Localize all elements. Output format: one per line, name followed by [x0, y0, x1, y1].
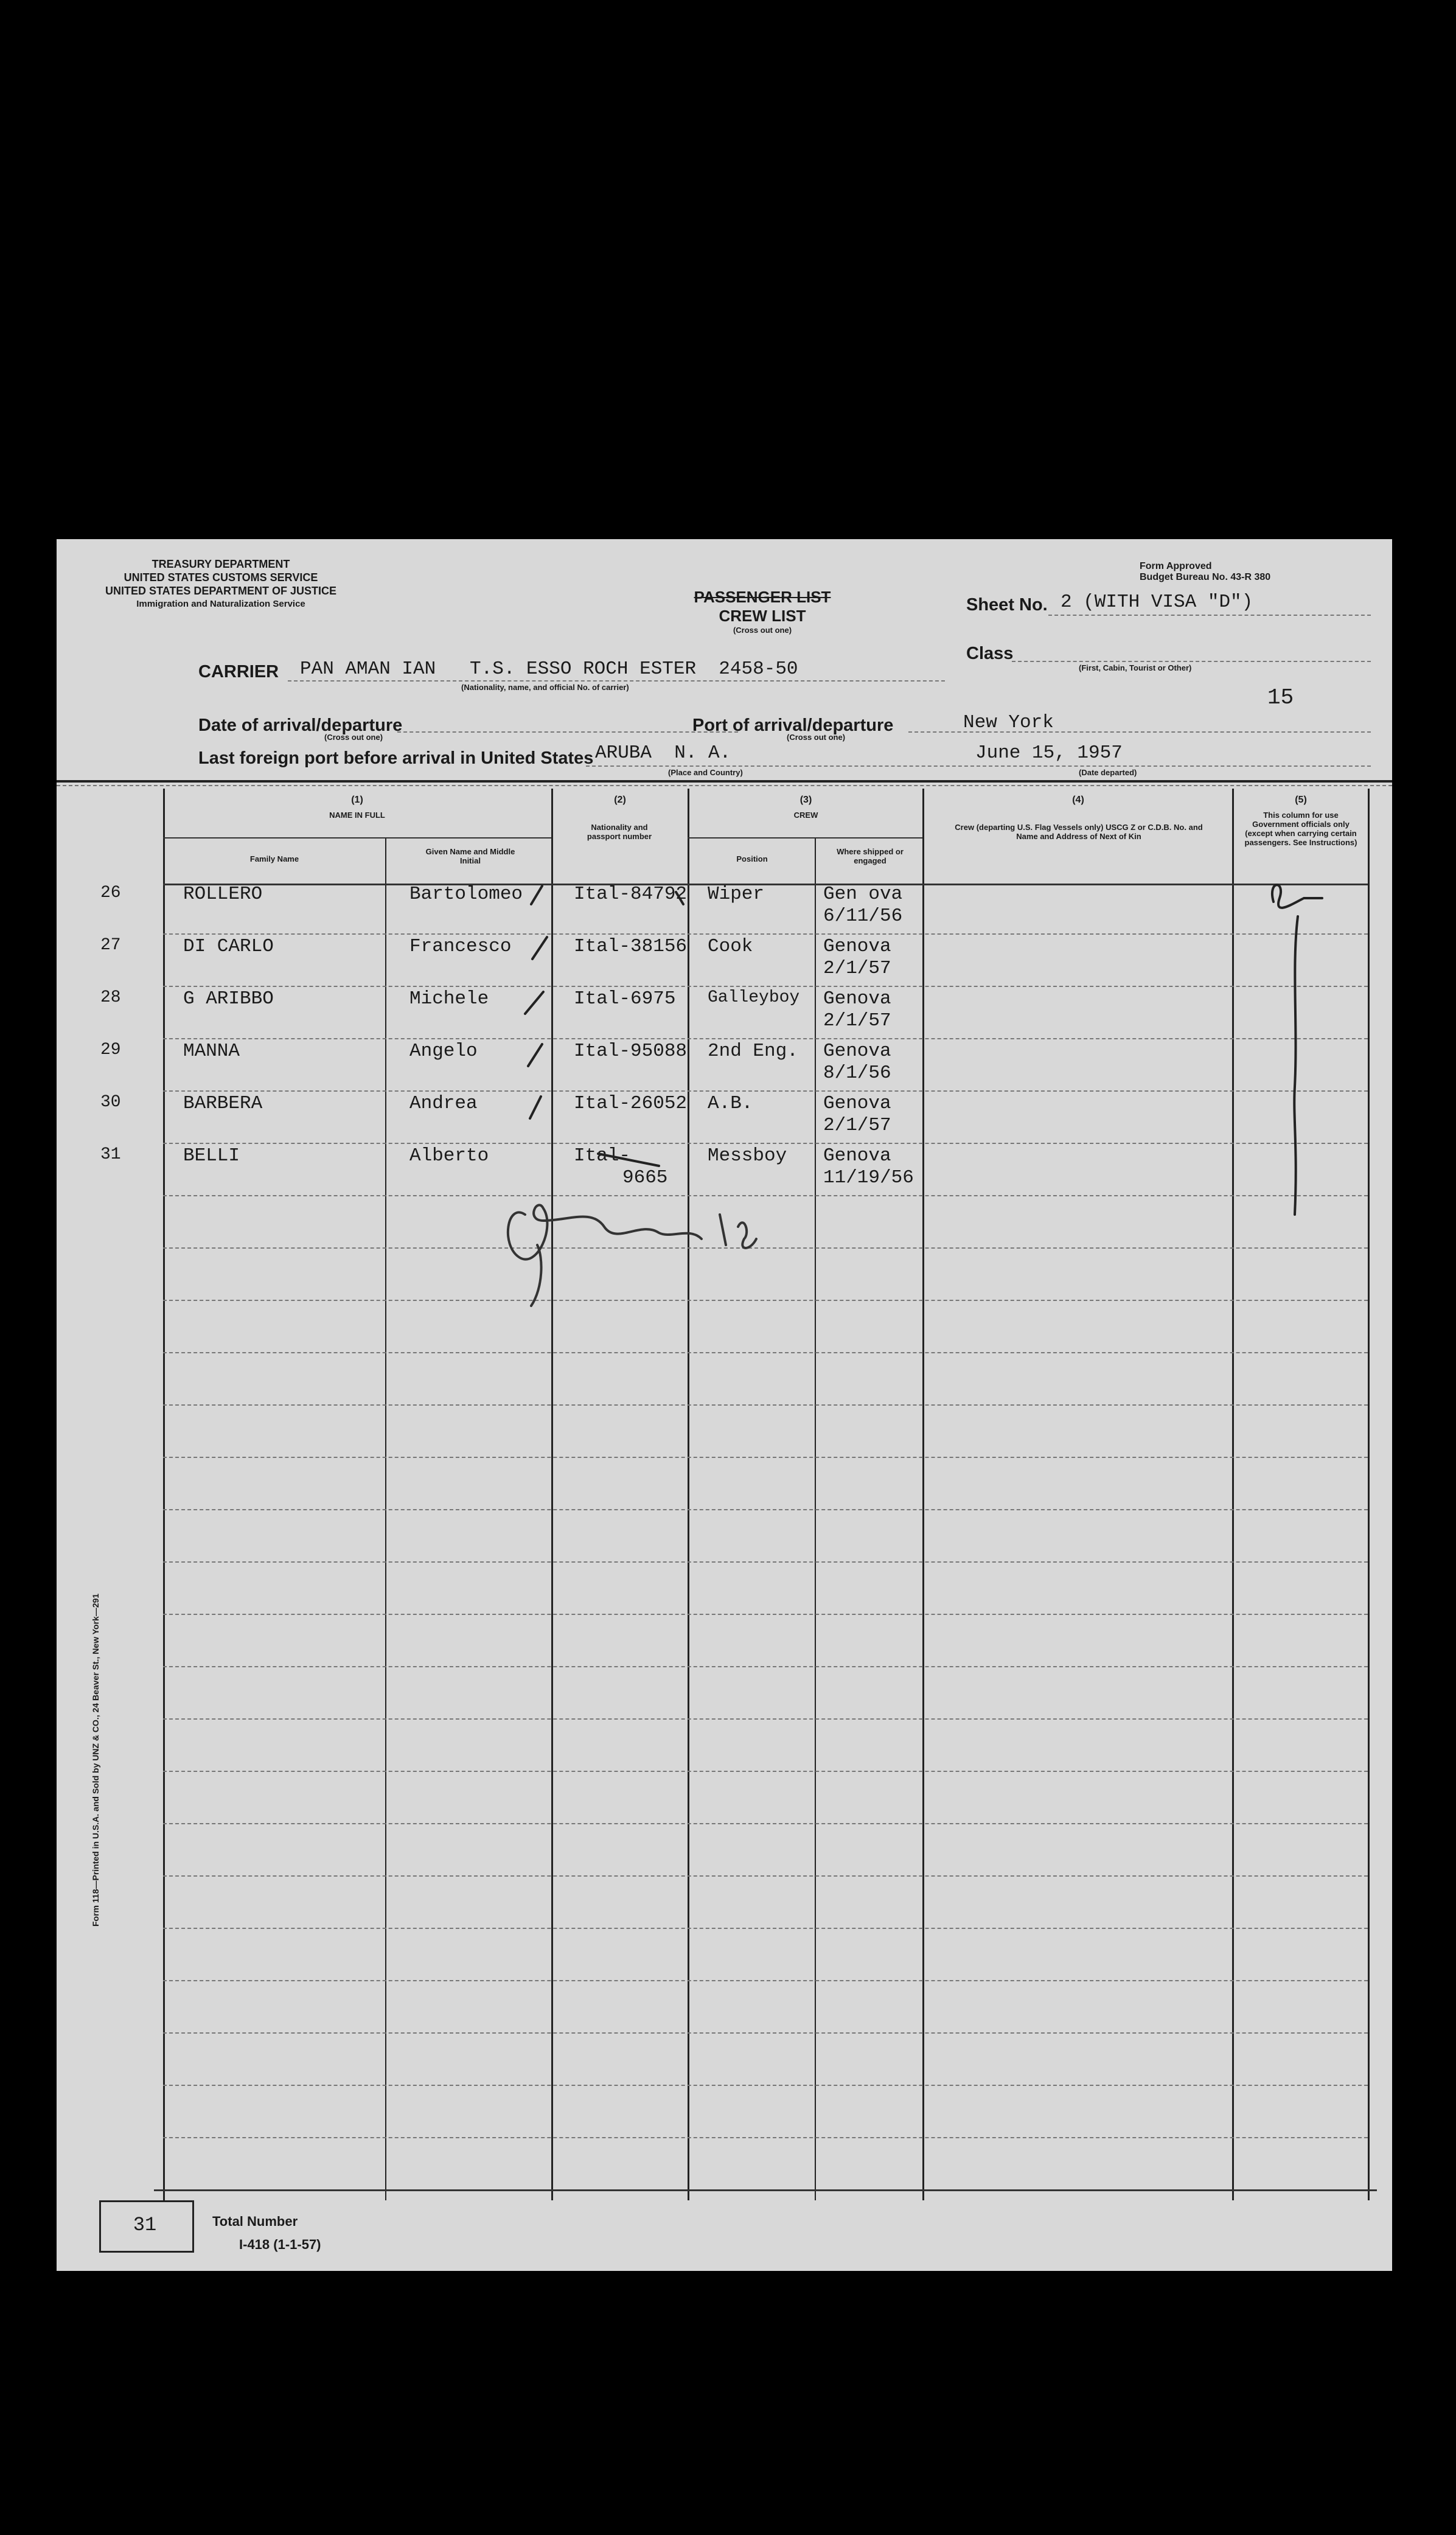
date-arrival-label: Date of arrival/departure	[198, 716, 403, 735]
col4-title: Crew (departing U.S. Flag Vessels only) USCG Z or C.D.B. No. and Name and Address of Next of Kin	[955, 823, 1203, 841]
agency-customs: UNITED STATES CUSTOMS SERVICE	[124, 571, 318, 584]
position: Messboy	[708, 1145, 787, 1166]
row-number: 27	[100, 936, 121, 955]
shipped-date: 2/1/57	[823, 1010, 891, 1031]
signature	[508, 1205, 756, 1306]
form-approved-line1: Form Approved	[1140, 561, 1212, 571]
position: Wiper	[708, 884, 765, 905]
check-mark	[525, 992, 543, 1014]
given-name: Angelo	[409, 1041, 478, 1062]
port-label: Port of arrival/departure	[692, 716, 894, 735]
shipped-date: 8/1/56	[823, 1062, 891, 1084]
row-number: 30	[100, 1093, 121, 1112]
shipped-place: Genova	[823, 988, 891, 1009]
date-departed-note: (Date departed)	[1079, 768, 1137, 777]
form-approved-line2: Budget Bureau No. 43-R 380	[1140, 572, 1271, 582]
agency-justice: UNITED STATES DEPARTMENT OF JUSTICE	[105, 585, 336, 597]
check-mark	[530, 1097, 541, 1118]
col5-num: (5)	[1295, 795, 1307, 805]
col-given-name: Given Name and Middle Initial	[425, 847, 515, 865]
col-position: Position	[736, 854, 768, 863]
shipped-place: Genova	[823, 1145, 891, 1166]
col2-num: (2)	[614, 795, 626, 805]
col1-num: (1)	[351, 795, 363, 805]
check-mark	[528, 1044, 542, 1066]
check-mark	[676, 892, 683, 904]
passport: Ital-95088	[574, 1041, 688, 1062]
shipped-place: Genova	[823, 936, 891, 957]
col5-title: This column for use Government officials only (except when carrying certain passengers. See Instructions)	[1244, 811, 1357, 847]
shipped-date: 6/11/56	[823, 905, 903, 927]
family-name: BARBERA	[183, 1093, 263, 1114]
port-value: New York	[963, 712, 1054, 733]
shipped-place: Genova	[823, 1093, 891, 1114]
carrier-label: CARRIER	[198, 662, 279, 682]
handwritten-marks	[57, 539, 1392, 2271]
passenger-list-label: PASSENGER LIST	[694, 588, 831, 606]
given-name: Bartolomeo	[409, 884, 523, 905]
agency-treasury: TREASURY DEPARTMENT	[152, 558, 290, 570]
row-number: 31	[100, 1145, 121, 1164]
passport-correction: 9665	[622, 1167, 668, 1188]
col1-title: NAME IN FULL	[329, 811, 385, 820]
col-family-name: Family Name	[249, 854, 299, 863]
form-number: I-418 (1-1-57)	[239, 2237, 321, 2252]
given-name: Michele	[409, 988, 489, 1009]
col4-num: (4)	[1072, 795, 1084, 805]
place-note: (Place and Country)	[668, 768, 743, 777]
row-number: 26	[100, 884, 121, 902]
cross-out-note: (Cross out one)	[733, 626, 792, 635]
shipped-place: Gen ova	[823, 884, 903, 905]
position: 2nd Eng.	[708, 1041, 798, 1062]
page-number: 15	[1267, 685, 1294, 710]
given-name: Alberto	[409, 1145, 489, 1166]
col2-title: Nationality and passport number	[587, 823, 652, 841]
family-name: G ARIBBO	[183, 988, 274, 1009]
check-mark	[532, 937, 547, 959]
family-name: ROLLERO	[183, 884, 263, 905]
col3-num: (3)	[799, 795, 812, 805]
port-cross-note: (Cross out one)	[787, 733, 846, 742]
family-name: DI CARLO	[183, 936, 274, 957]
printer-imprint: Form 118—Printed in U.S.A. and Sold by UNZ & CO., 24 Beaver St., New York—291	[91, 1593, 100, 1927]
given-name: Andrea	[409, 1093, 478, 1114]
passport-strike	[598, 1154, 659, 1166]
position: Galleyboy	[708, 988, 800, 1007]
last-port-label: Last foreign port before arrival in United States	[198, 748, 594, 768]
row-number: 28	[100, 988, 121, 1007]
family-name: BELLI	[183, 1145, 240, 1166]
agency-ins: Immigration and Naturalization Service	[136, 599, 305, 609]
crew-list-form	[57, 539, 1392, 2271]
passport: Ital-26052	[574, 1093, 688, 1114]
total-label: Total Number	[212, 2214, 298, 2229]
date-cross-note: (Cross out one)	[324, 733, 383, 742]
family-name: MANNA	[183, 1041, 240, 1062]
position: Cook	[708, 936, 753, 957]
date-departed-value: June 15, 1957	[975, 742, 1123, 764]
col3-title: CREW	[793, 811, 818, 820]
row-number: 29	[100, 1041, 121, 1059]
passport: Ital-84792	[574, 884, 688, 905]
shipped-date: 2/1/57	[823, 958, 891, 979]
class-label: Class	[966, 644, 1014, 663]
sheet-value: 2 (WITH VISA "D")	[1061, 591, 1253, 613]
crew-list-label: CREW LIST	[719, 607, 806, 625]
total-count: 31	[133, 2214, 157, 2236]
last-port-value: ARUBA N. A.	[595, 742, 731, 764]
check-mark	[531, 886, 542, 904]
shipped-date: 11/19/56	[823, 1167, 914, 1188]
passport: Ital-38156	[574, 936, 688, 957]
col-shipped: Where shipped or engaged	[837, 847, 904, 865]
passport: Ital-	[574, 1145, 631, 1166]
sheet-label: Sheet No.	[966, 595, 1048, 615]
passport: Ital-6975	[574, 988, 676, 1009]
position: A.B.	[708, 1093, 753, 1114]
shipped-place: Genova	[823, 1041, 891, 1062]
shipped-date: 2/1/57	[823, 1115, 891, 1136]
column5-bracket	[1272, 885, 1322, 1215]
given-name: Francesco	[409, 936, 512, 957]
carrier-note: (Nationality, name, and official No. of carrier)	[461, 683, 629, 692]
carrier-value: PAN AMAN IAN T.S. ESSO ROCH ESTER 2458-50	[300, 658, 798, 680]
class-note: (First, Cabin, Tourist or Other)	[1079, 663, 1192, 672]
